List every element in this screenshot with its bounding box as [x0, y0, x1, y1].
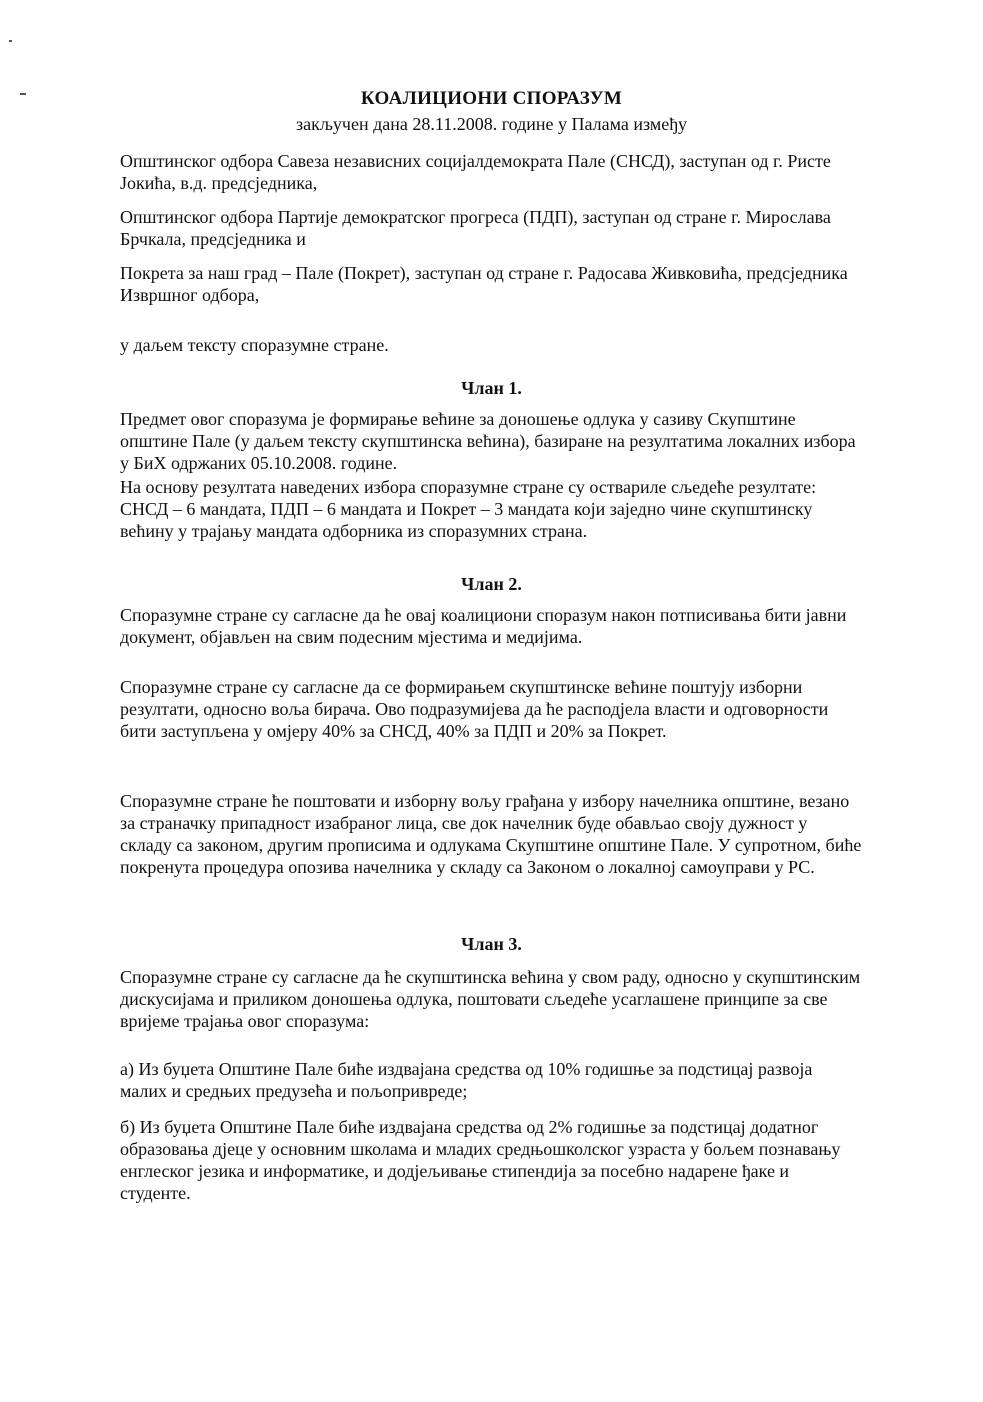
- article-1-paragraph: На основу резултата наведених избора споразумне стране су оствариле сљедеће резултате: СНСД – 6 мандата, ПДП – 6 мандата и Покрет – 3 мандата који заједно чине скупштинску већину у трајању мандата одборника из споразумних страна.: [120, 477, 817, 541]
- article-3-item-b: б) Из буџета Општине Пале биће издвајана средства од 2% годишње за подстицај додатног образовања дјеце у основним школама и младих средњошколског узраста у бољем познавању енглеског језика и информатике, и додјељивање стипендија за посебно надарене ђаке и студенте.: [120, 1117, 841, 1203]
- document-title: КОАЛИЦИОНИ СПОРАЗУМ: [360, 88, 623, 109]
- scan-speck: [9, 40, 12, 42]
- article-2-heading: Члан 2.: [461, 574, 522, 594]
- party-1: Општинског одбора Савеза независних социјалдемократа Пале (СНСД), заступан од г. Ристе Јокића, в.д. предсједника,: [120, 151, 831, 193]
- party-2: Општинског одбора Партије демократског прогреса (ПДП), заступан од стране г. Мирослава Брчкала, предсједника и: [120, 207, 831, 249]
- party-3: Покрета за наш град – Пале (Покрет), заступан од стране г. Радосава Живковића, предсједника Извршног одбора,: [120, 263, 848, 305]
- article-2-paragraph: Споразумне стране ће поштовати и изборну вољу грађана у избору начелника општине, везано за страначку припадност изабраног лица, све док начелник буде обављао своју дужност у складу са законом, другим прописима и одлукама Скупштине општине Пале. У супротном, биће покренута процедура опозива начелника у складу са Законом о локалној самоуправи у РС.: [120, 791, 862, 877]
- article-2-paragraph: Споразумне стране су сагласне да ће овај коалициони споразум након потписивања бити јавни документ, објављен на свим подесним мјестима и медијима.: [120, 605, 847, 647]
- article-3-heading: Члан 3.: [461, 934, 522, 954]
- document-subtitle: закључен дана 28.11.2008. године у Палама између: [296, 114, 687, 134]
- parties-suffix: у даљем тексту споразумне стране.: [120, 335, 389, 355]
- article-1-heading: Члан 1.: [461, 378, 522, 398]
- article-3-item-a: а) Из буџета Општине Пале биће издвајана средства од 10% годишње за подстицај развоја малих и средњих предузећа и пољопривреде;: [120, 1059, 813, 1101]
- article-1-paragraph: Предмет овог споразума је формирање већине за доношење одлука у сазиву Скупштине општине Пале (у даљем тексту скупштинска већина), базиране на резултатима локалних избора у БиХ одржаних 05.10.2008. године.: [120, 409, 856, 473]
- article-2-paragraph: Споразумне стране су сагласне да се формирањем скупштинске већине поштују изборни резултати, односно воља бирача. Ово подразумијева да ће расподјела власти и одговорности бити заступљена у омјеру 40% за СНСД, 40% за ПДП и 20% за Покрет.: [120, 677, 829, 741]
- article-3-paragraph: Споразумне стране су сагласне да ће скупштинска већина у свом раду, односно у скупштинским дискусијама и приликом доношења одлука, поштовати сљедеће усаглашене принципе за све вријеме трајања овог споразума:: [120, 967, 861, 1031]
